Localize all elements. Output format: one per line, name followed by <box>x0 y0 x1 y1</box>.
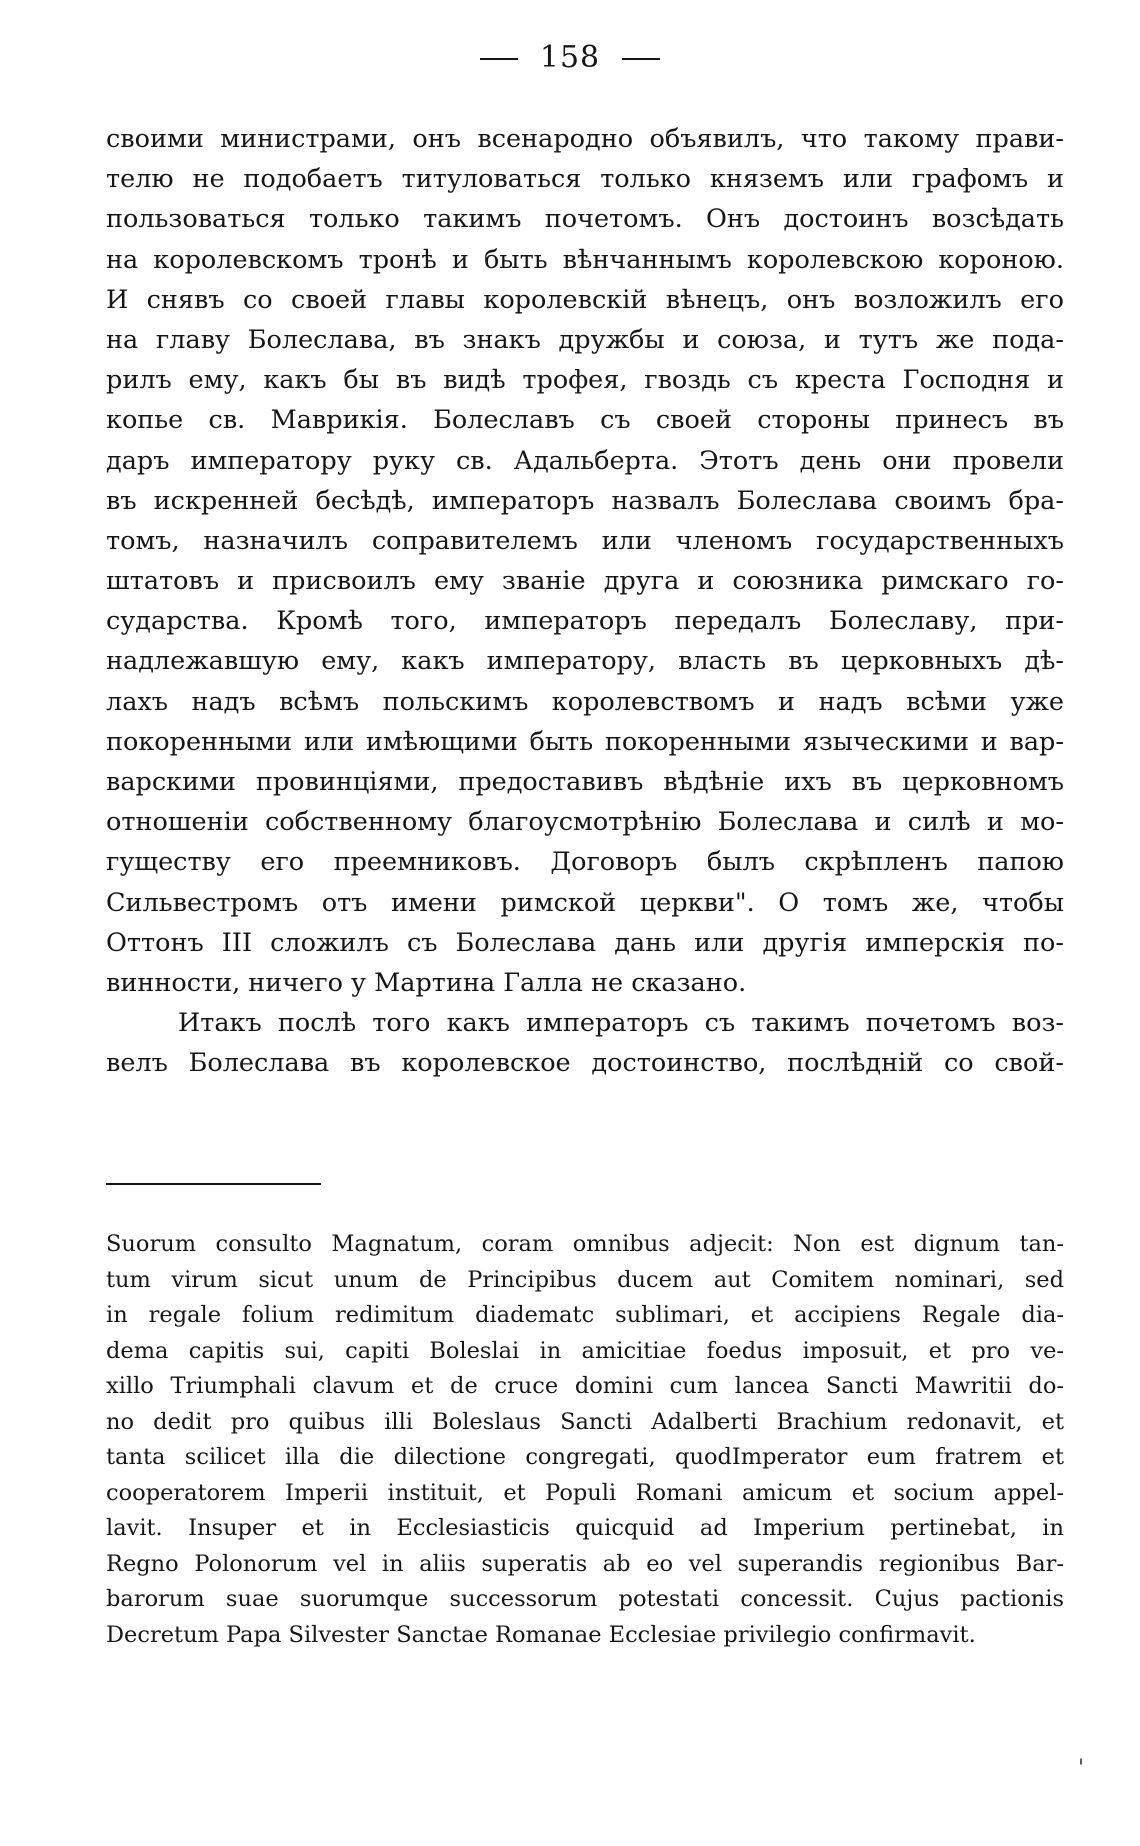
body-line: И снявъ со своей главы королевскій вѣнецъ, онъ возложилъ его <box>106 284 1064 315</box>
body-line: Итакъ послѣ того какъ императоръ съ такимъ почетомъ воз- <box>178 1008 1064 1039</box>
footnote-separator <box>106 1183 321 1185</box>
footnote-line: in regale folium redimitum diadematc sublimari, et accipiens Regale dia- <box>106 1302 1064 1328</box>
body-line: покоренными или имѣющими быть покоренными языческими и вар- <box>106 726 1064 757</box>
body-line: надлежавшую ему, какъ императору, власть въ церковныхъ дѣ- <box>106 646 1064 677</box>
footnote-line: xillo Triumphali clavum et de cruce domini cum lancea Sancti Mawritii do- <box>106 1373 1064 1399</box>
body-line: пользоваться только такимъ почетомъ. Онъ достоинъ возсѣдать <box>106 204 1064 235</box>
footnote-line: tanta scilicet illa die dilectione congregati, quodImperator eum fratrem et <box>106 1444 1064 1470</box>
footnote-line: Decretum Papa Silvester Sanctae Romanae Ecclesiae privilegio confirmavit. <box>106 1621 976 1648</box>
body-line: лахъ надъ всѣмъ польскимъ королевствомъ и надъ всѣми уже <box>106 686 1064 717</box>
body-line: въ искренней бесѣдѣ, императоръ назвалъ Болеслава своимъ бра- <box>106 485 1064 516</box>
footnote-line: lavit. Insuper et in Ecclesiasticis quicquid ad Imperium pertinebat, in <box>106 1515 1064 1541</box>
body-line: Сильвестромъ отъ имени римской церкви". О томъ же, чтобы <box>106 887 1064 918</box>
body-line: отношеніи собственному благоусмотрѣнію Болеслава и силѣ и мо- <box>106 807 1064 838</box>
left-dash <box>480 58 518 60</box>
body-line: варскими провинціями, предоставивъ вѣдѣніе ихъ въ церковномъ <box>106 767 1064 797</box>
footnote-line: Regno Polonorum vel in aliis superatis ab eo vel superandis regionibus Bar- <box>106 1550 1064 1577</box>
body-line: на главу Болеслава, въ знакъ дружбы и союза, и тутъ же пода- <box>106 324 1064 355</box>
body-line: велъ Болеслава въ королевское достоинство, послѣдній со свой- <box>106 1048 1064 1079</box>
stray-mark: ' <box>1078 1756 1085 1781</box>
body-line: штатовъ и присвоилъ ему званіе друга и союзника римскаго го- <box>106 566 1064 597</box>
footnote-line: tum virum sicut unum de Principibus ducem aut Comitem nominari, sed <box>106 1266 1064 1293</box>
body-line: даръ императору руку св. Адальберта. Этотъ день они провели <box>106 445 1064 476</box>
page-number-header <box>0 40 1140 75</box>
footnote-line: barorum suae suorumque successorum potestati concessit. Cujus pactionis <box>106 1586 1064 1612</box>
body-line: своими министрами, онъ всенародно объявилъ, что такому прави- <box>106 124 1064 154</box>
right-dash <box>622 58 660 60</box>
main-text <box>106 119 1064 1084</box>
body-line: томъ, назначилъ соправителемъ или членомъ государственныхъ <box>106 525 1064 556</box>
body-line: телю не подобаетъ титуловаться только княземъ или графомъ и <box>106 164 1064 195</box>
body-line: винности, ничего у Мартина Галла не сказано. <box>106 967 747 998</box>
body-line: на королевскомъ тронѣ и быть вѣнчаннымъ королевскою короною. <box>106 244 1064 275</box>
footnote-line: cooperatorem Imperii instituit, et Populi Romani amicum et socium appel- <box>106 1479 1064 1506</box>
body-line: гуществу его преемниковъ. Договоръ былъ скрѣпленъ папою <box>106 847 1064 878</box>
footnote-line: no dedit pro quibus illi Boleslaus Sancti Adalberti Brachium redonavit, et <box>106 1408 1064 1435</box>
body-line: копье св. Маврикія. Болеславъ съ своей стороны принесъ въ <box>106 405 1064 436</box>
footnote-text <box>106 1227 1064 1653</box>
body-line: сударства. Кромѣ того, императоръ передалъ Болеславу, при- <box>106 606 1064 637</box>
body-line: рилъ ему, какъ бы въ видѣ трофея, гвоздь съ креста Господня и <box>106 365 1064 396</box>
footnote-line: dema capitis sui, capiti Boleslai in amicitiae foedus imposuit, et pro ve- <box>106 1337 1064 1364</box>
page-number: 158 <box>539 40 601 75</box>
footnote-line: Suorum consulto Magnatum, coram omnibus adjecit: Non est dignum tan- <box>106 1231 1064 1257</box>
body-line: Оттонъ III сложилъ съ Болеслава дань или другія имперскія по- <box>106 927 1064 958</box>
